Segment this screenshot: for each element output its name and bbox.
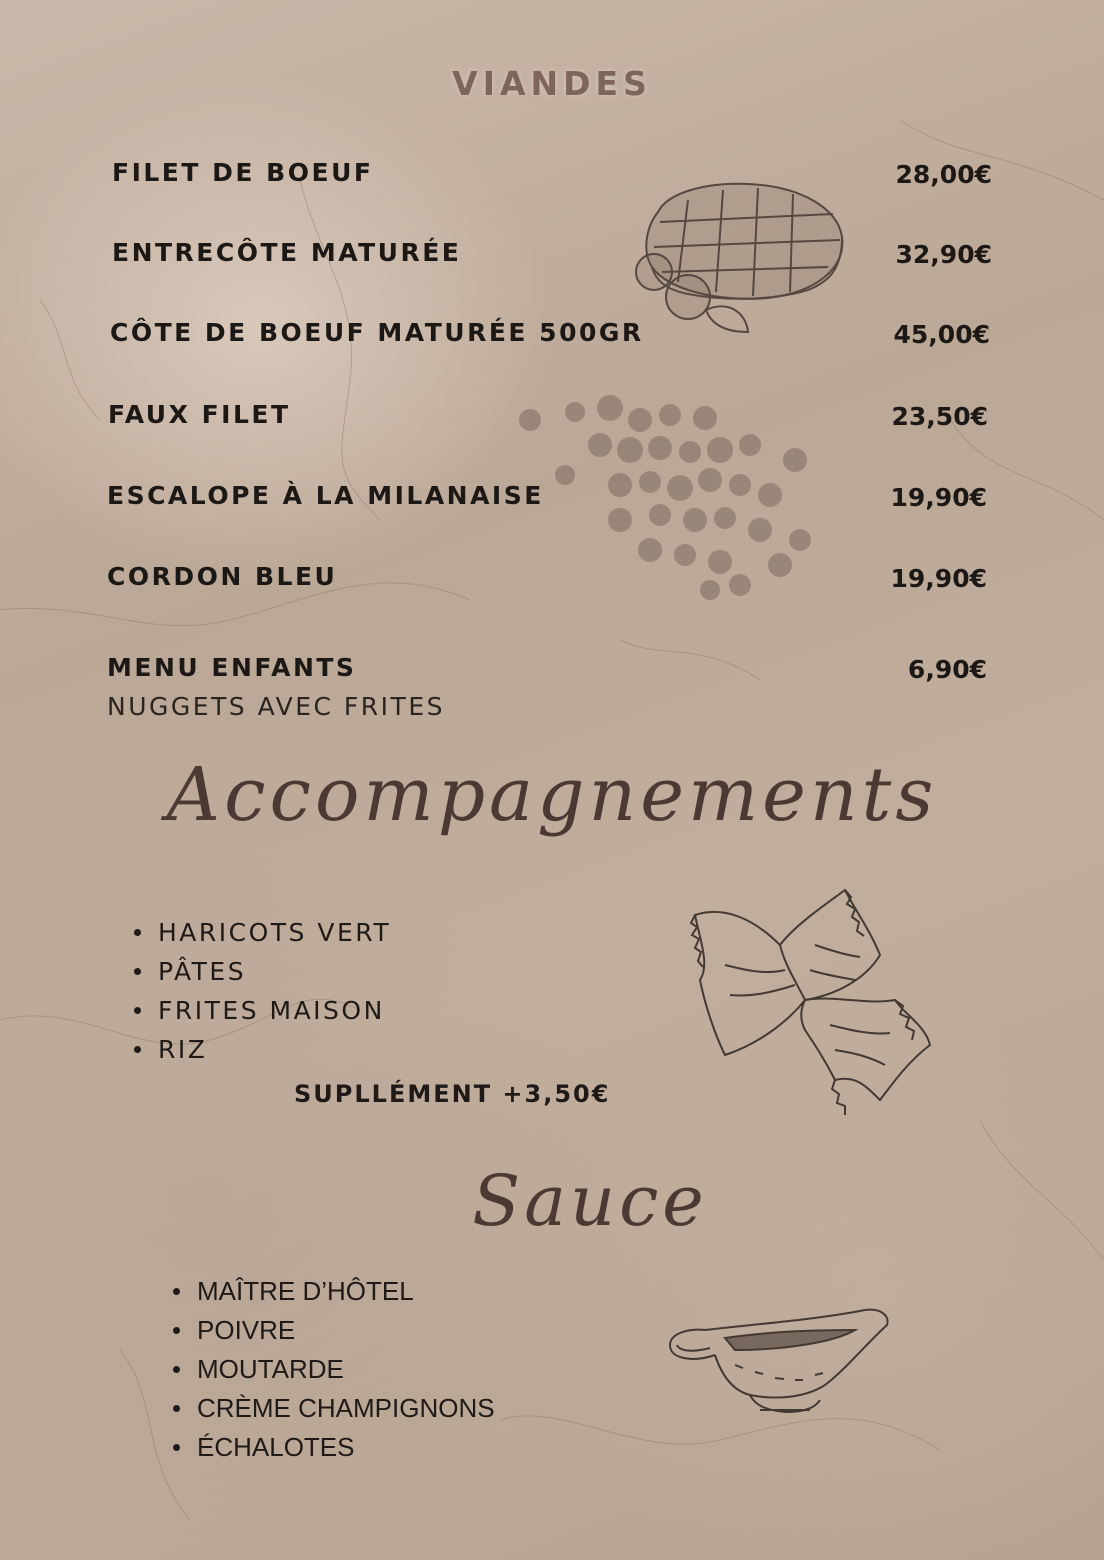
sides-list — [134, 913, 391, 1069]
section-title-accompagnements: Accompagnements — [166, 752, 938, 838]
menu-item-name: CÔTE DE BOEUF MATURÉE 500GR — [110, 318, 644, 347]
bullet-icon — [134, 1046, 141, 1053]
kids-menu-description: NUGGETS AVEC FRITES — [107, 692, 445, 721]
menu-item-name: CORDON BLEU — [107, 562, 338, 591]
bullet-icon — [173, 1366, 180, 1373]
list-item: FRITES MAISON — [134, 991, 391, 1030]
list-item: ÉCHALOTES — [173, 1428, 495, 1467]
list-item: RIZ — [134, 1030, 391, 1069]
bullet-icon — [173, 1405, 180, 1412]
list-item: MOUTARDE — [173, 1350, 495, 1389]
menu-item-name: FAUX FILET — [108, 400, 291, 429]
menu-item-price: 19,90€ — [890, 483, 987, 512]
bullet-icon — [173, 1327, 180, 1334]
section-title-sauce: Sauce — [472, 1160, 708, 1242]
list-item: HARICOTS VERT — [134, 913, 391, 952]
list-item: PÂTES — [134, 952, 391, 991]
menu-item-price: 28,00€ — [895, 160, 992, 189]
section-title-viandes: VIANDES — [452, 64, 652, 103]
farfalle-illustration — [685, 885, 935, 1125]
kids-menu-price: 6,90€ — [907, 655, 987, 684]
menu-item-price: 32,90€ — [895, 240, 992, 269]
bullet-icon — [134, 968, 141, 975]
menu-item-price: 45,00€ — [893, 320, 990, 349]
menu-item-price: 19,90€ — [890, 564, 987, 593]
sides-supplement: SUPLLÉMENT +3,50€ — [294, 1080, 611, 1108]
menu-item-name: FILET DE BOEUF — [112, 158, 374, 187]
menu-item-price: 23,50€ — [891, 402, 988, 431]
list-item: CRÈME CHAMPIGNONS — [173, 1389, 495, 1428]
peppercorns-illustration — [510, 390, 820, 610]
bullet-icon — [134, 1007, 141, 1014]
menu-item-name: ENTRECÔTE MATURÉE — [112, 238, 462, 267]
sauce-list — [173, 1272, 495, 1467]
bullet-icon — [173, 1288, 180, 1295]
menu-item-name: ESCALOPE À LA MILANAISE — [107, 481, 544, 510]
bullet-icon — [134, 929, 141, 936]
list-item: POIVRE — [173, 1311, 495, 1350]
gravy-boat-illustration — [665, 1300, 895, 1430]
kids-menu-name: MENU ENFANTS — [107, 653, 357, 682]
list-item: MAÎTRE D’HÔTEL — [173, 1272, 495, 1311]
bullet-icon — [173, 1444, 180, 1451]
